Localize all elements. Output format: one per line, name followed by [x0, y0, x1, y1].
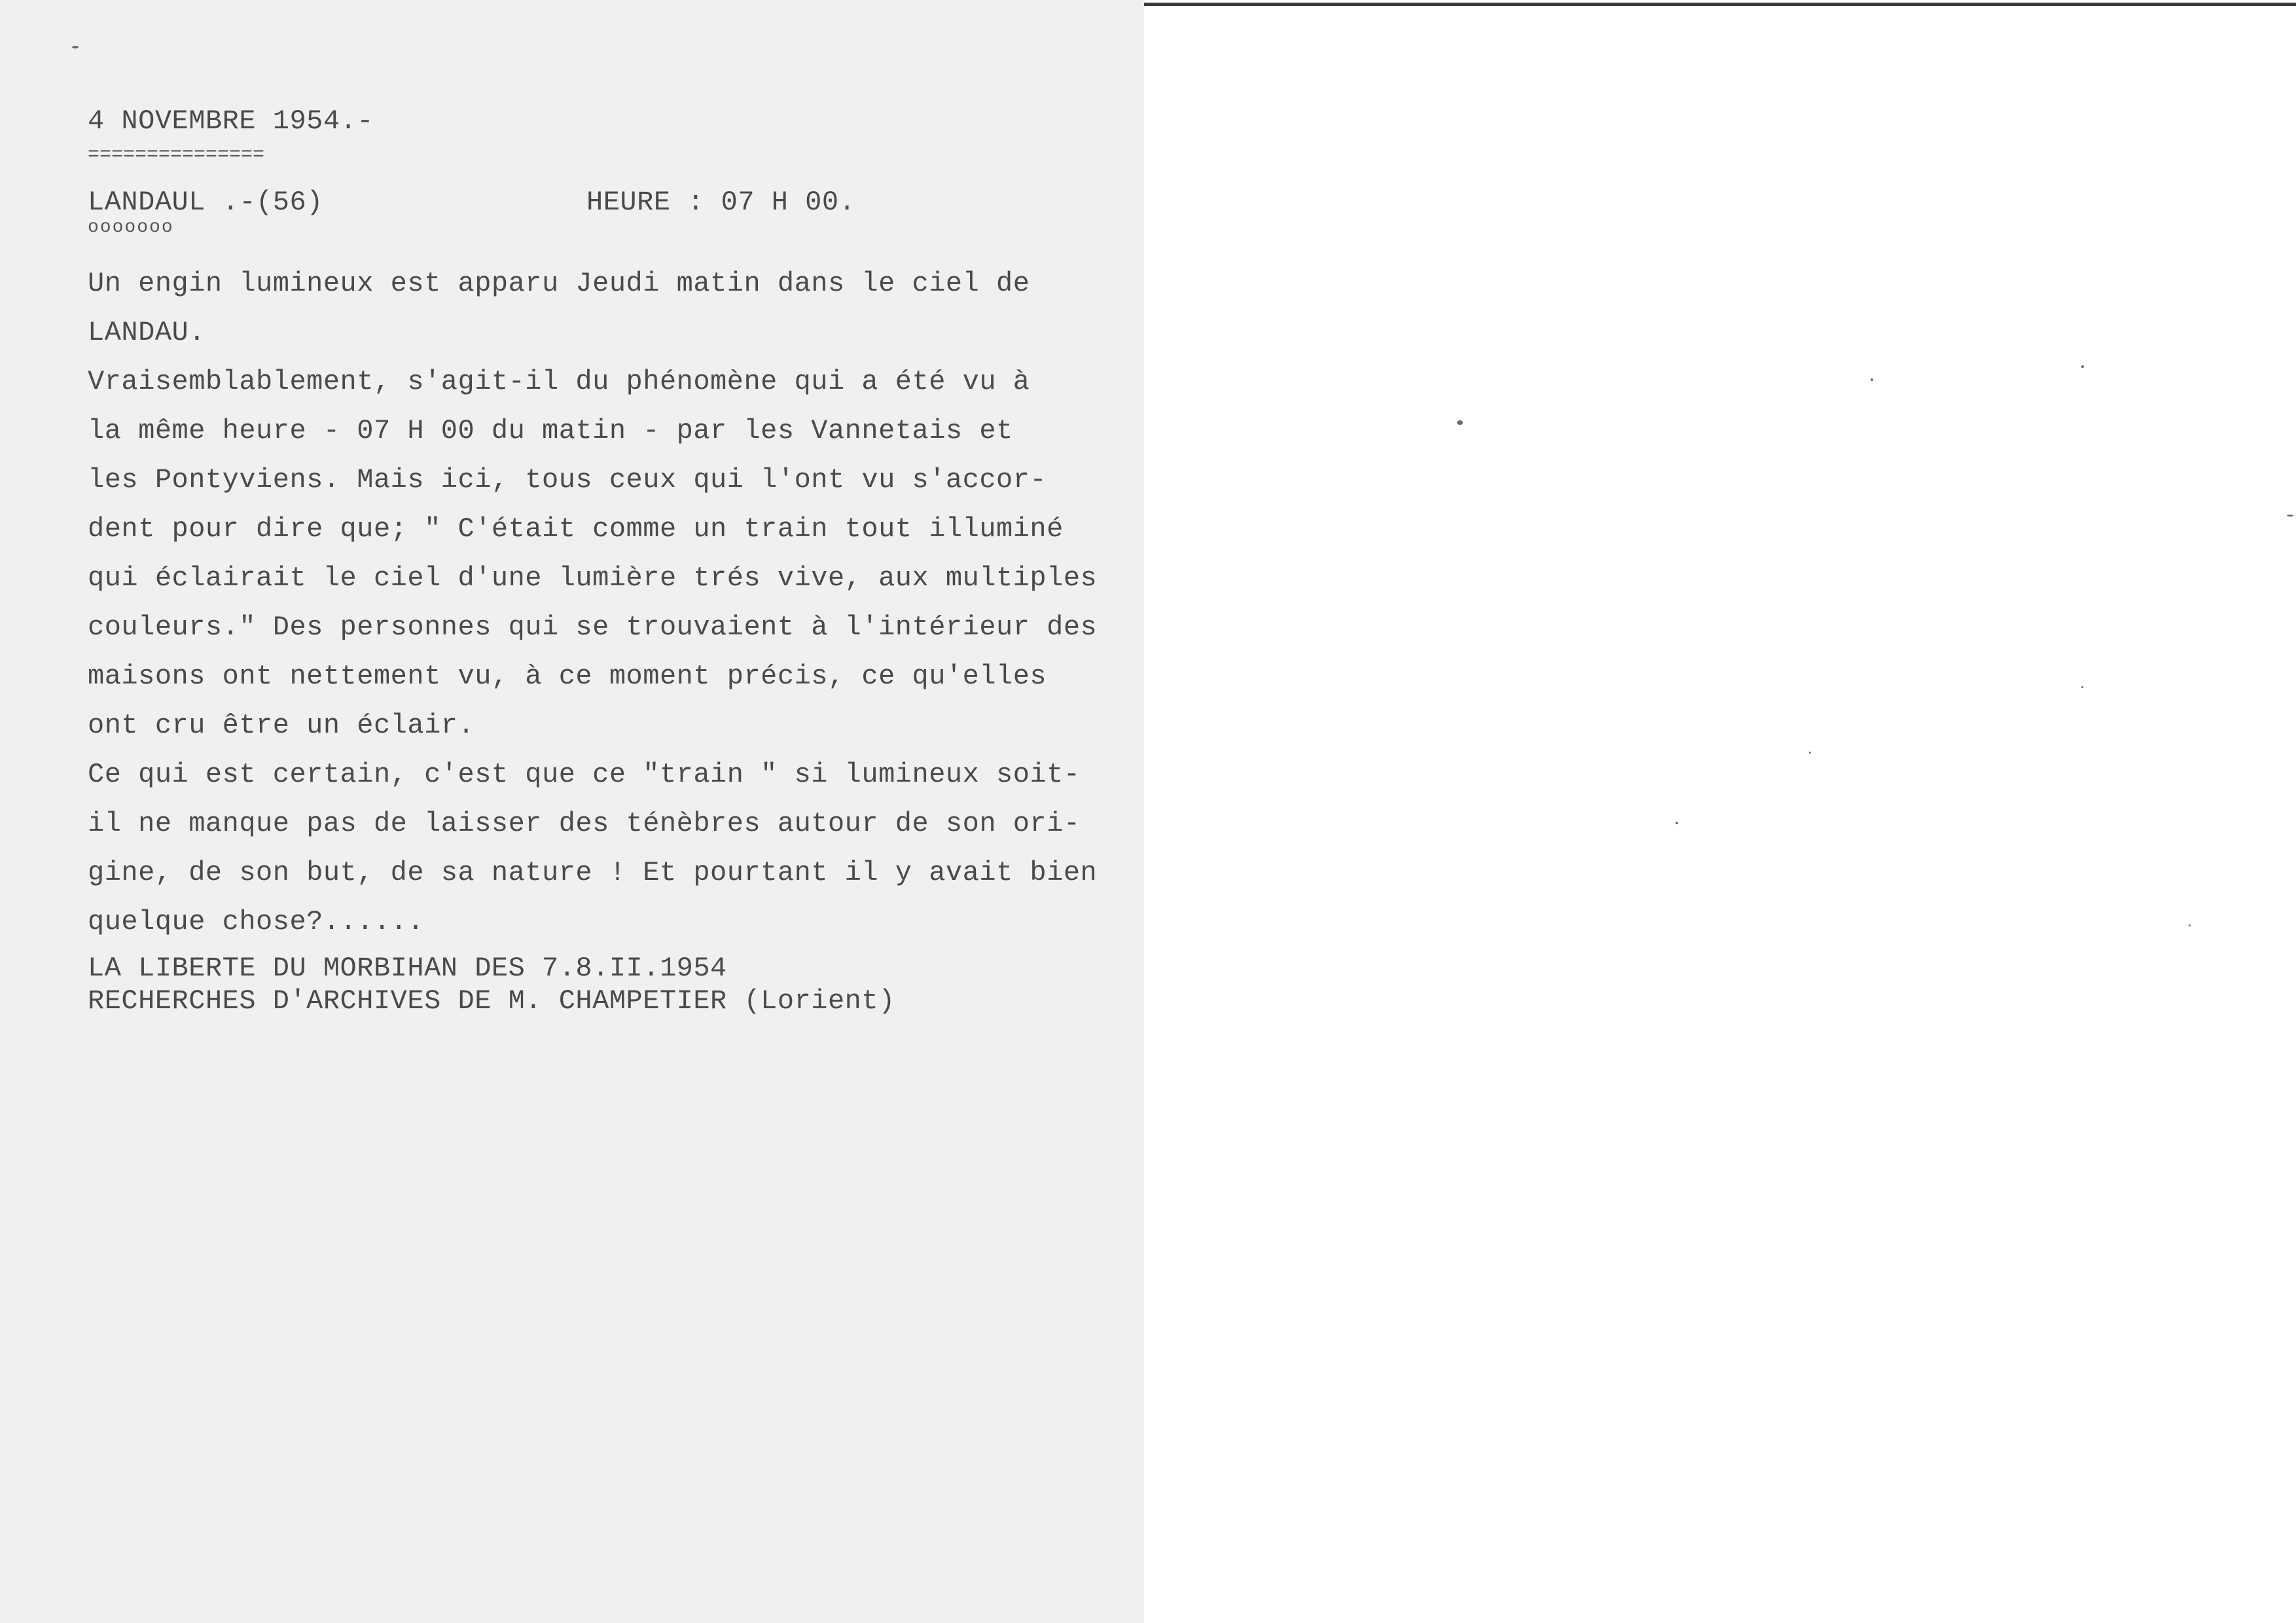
dust-speck: [72, 46, 79, 48]
body-line: maisons ont nettement vu, à ce moment précis, ce qu'elles: [88, 661, 1047, 692]
scan-edge-rule: [1144, 3, 2296, 6]
body-line: qui éclairait le ciel d'une lumière trés vive, aux multiples: [88, 562, 1098, 594]
source-newspaper: LA LIBERTE DU MORBIHAN DES 7.8.II.1954: [88, 953, 727, 984]
body-line: Ce qui est certain, c'est que ce "train " si lumineux soit-: [88, 759, 1081, 790]
dust-speck: [2189, 924, 2191, 926]
dust-speck: [1809, 752, 1811, 754]
dust-speck: [1457, 420, 1463, 425]
body-line: dent pour dire que; " C'était comme un train tout illuminé: [88, 513, 1064, 545]
body-line: couleurs." Des personnes qui se trouvaient à l'intérieur des: [88, 611, 1098, 643]
document-date: 4 NOVEMBRE 1954.-: [88, 105, 374, 137]
body-line: les Pontyviens. Mais ici, tous ceux qui l'ont vu s'accor-: [88, 464, 1047, 496]
source-archive: RECHERCHES D'ARCHIVES DE M. CHAMPETIER (Lorient): [88, 985, 895, 1017]
body-line: quelque chose?......: [88, 906, 425, 938]
body-line: Un engin lumineux est apparu Jeudi matin dans le ciel de: [88, 268, 1030, 299]
date-underline: ===============: [88, 144, 265, 166]
dust-speck: [2287, 515, 2293, 517]
dust-speck: [2081, 365, 2084, 368]
body-line: Vraisemblablement, s'agit-il du phénomène qui a été vu à: [88, 366, 1030, 397]
time-heading: HEURE : 07 H 00.: [586, 187, 856, 218]
dust-speck: [1871, 378, 1873, 381]
body-line: ont cru être un éclair.: [88, 710, 475, 741]
dust-speck: [1676, 822, 1678, 824]
body-line: il ne manque pas de laisser des ténèbres autour de son ori-: [88, 808, 1081, 839]
location-heading: LANDAUL .-(56): [88, 187, 323, 218]
body-line: LANDAU.: [88, 317, 206, 348]
dust-speck: [2081, 686, 2083, 688]
body-line: la même heure - 07 H 00 du matin - par les Vannetais et: [88, 415, 1013, 447]
body-line: gine, de son but, de sa nature ! Et pourtant il y avait bien: [88, 857, 1098, 888]
location-underline: ooooooo: [88, 217, 174, 238]
